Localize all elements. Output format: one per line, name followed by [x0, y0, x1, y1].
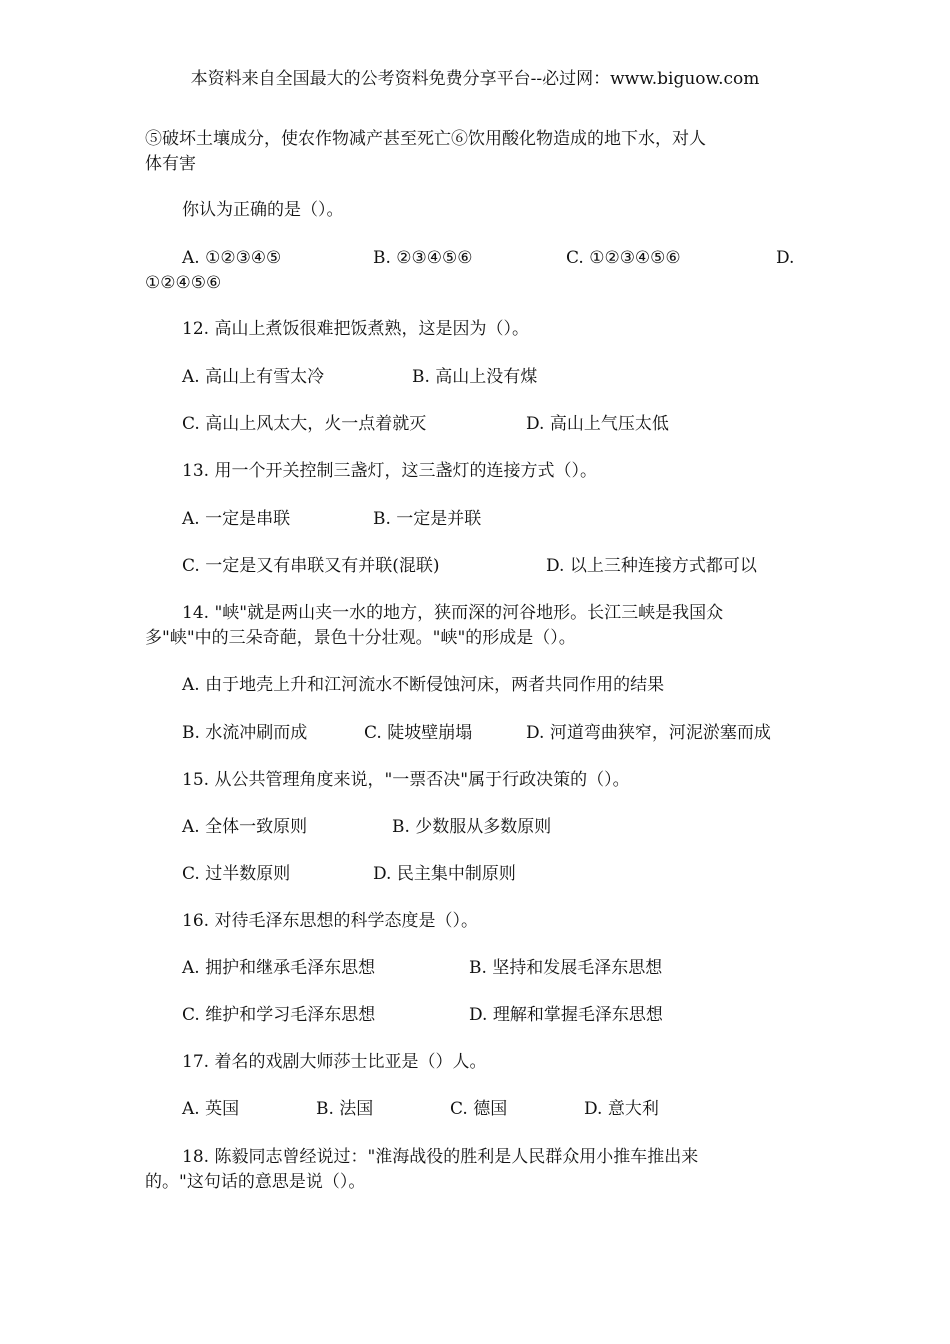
q14-option-c: C. 陡坡壁崩塌 [364, 723, 473, 743]
q11-option-d-label: D. [776, 248, 795, 268]
q14-question-line2: 多"峡"中的三朵奇葩，景色十分壮观。"峡"的形成是（）。 [145, 628, 576, 648]
q16-option-a: A. 拥护和继承毛泽东思想 [182, 958, 376, 978]
q11-text-line1: ⑤破坏土壤成分，使农作物减产甚至死亡⑥饮用酸化物造成的地下水，对人 [145, 129, 706, 149]
q17-option-d: D. 意大利 [584, 1099, 659, 1119]
q13-question: 13. 用一个开关控制三盏灯，这三盏灯的连接方式（）。 [182, 461, 597, 481]
q16-option-b: B. 坚持和发展毛泽东思想 [469, 958, 663, 978]
q17-option-a: A. 英国 [182, 1099, 240, 1119]
q16-question: 16. 对待毛泽东思想的科学态度是（）。 [182, 911, 478, 931]
q15-option-d: D. 民主集中制原则 [373, 864, 516, 884]
q18-question-line2: 的。"这句话的意思是说（）。 [145, 1172, 366, 1192]
q11-option-b: B. ②③④⑤⑥ [373, 248, 473, 268]
q12-option-d: D. 高山上气压太低 [526, 414, 669, 434]
q15-option-a: A. 全体一致原则 [182, 817, 308, 837]
q17-question: 17. 着名的戏剧大师莎士比亚是（）人。 [182, 1052, 487, 1072]
q11-prompt: 你认为正确的是（）。 [182, 200, 344, 220]
q14-option-d: D. 河道弯曲狭窄，河泥淤塞而成 [526, 723, 771, 743]
q14-option-b: B. 水流冲刷而成 [182, 723, 308, 743]
q17-option-c: C. 德国 [450, 1099, 508, 1119]
page-header: 本资料来自全国最大的公考资料免费分享平台--必过网：www.biguow.com [190, 69, 760, 89]
q16-option-d: D. 理解和掌握毛泽东思想 [469, 1005, 663, 1025]
q13-option-c: C. 一定是又有串联又有并联(混联) [182, 556, 440, 576]
q11-text-line2: 体有害 [145, 154, 196, 174]
q13-option-b: B. 一定是并联 [373, 509, 482, 529]
q15-option-c: C. 过半数原则 [182, 864, 291, 884]
q15-question: 15. 从公共管理角度来说，"一票否决"属于行政决策的（）。 [182, 770, 630, 790]
q16-option-c: C. 维护和学习毛泽东思想 [182, 1005, 376, 1025]
q12-question: 12. 高山上煮饭很难把饭煮熟，这是因为（）。 [182, 319, 529, 339]
q17-option-b: B. 法国 [316, 1099, 374, 1119]
q14-question-line1: 14. "峡"就是两山夹一水的地方，狭而深的河谷地形。长江三峡是我国众 [182, 603, 724, 623]
q14-option-a: A. 由于地壳上升和江河流水不断侵蚀河床，两者共同作用的结果 [182, 675, 665, 695]
q12-option-a: A. 高山上有雪太冷 [182, 367, 325, 387]
q15-option-b: B. 少数服从多数原则 [392, 817, 552, 837]
q13-option-a: A. 一定是串联 [182, 509, 291, 529]
q11-option-c: C. ①②③④⑤⑥ [566, 248, 681, 268]
q11-option-a: A. ①②③④⑤ [182, 248, 282, 268]
q12-option-b: B. 高山上没有煤 [412, 367, 538, 387]
q18-question-line1: 18. 陈毅同志曾经说过："淮海战役的胜利是人民群众用小推车推出来 [182, 1147, 699, 1167]
q11-option-d-value: ①②④⑤⑥ [145, 273, 222, 293]
q12-option-c: C. 高山上风太大，火一点着就灭 [182, 414, 427, 434]
q13-option-d: D. 以上三种连接方式都可以 [546, 556, 757, 576]
